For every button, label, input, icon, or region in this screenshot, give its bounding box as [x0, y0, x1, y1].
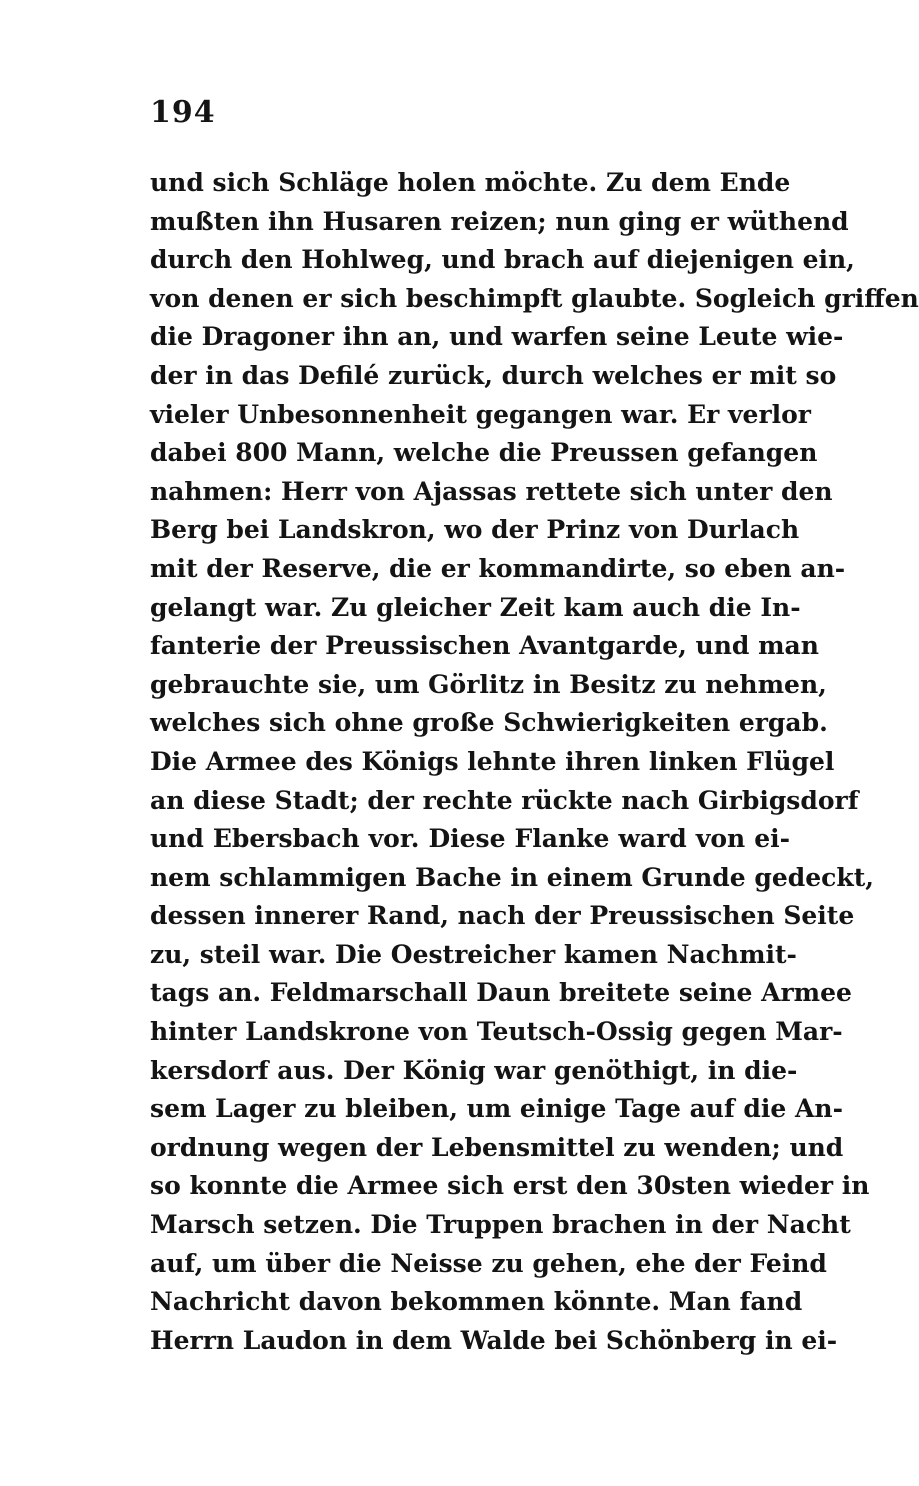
- body-text: [150, 164, 919, 1360]
- text-line: die Dragoner ihn an, und warfen seine Leute wie-: [150, 322, 844, 352]
- text-line: hinter Landskrone von Teutsch-Ossig gegen Mar-: [150, 1017, 843, 1047]
- text-line: tags an. Feldmarschall Daun breitete seine Armee: [150, 978, 852, 1008]
- text-line: dessen innerer Rand, nach der Preussischen Seite: [150, 901, 855, 931]
- text-line: fanterie der Preussischen Avantgarde, und man: [150, 631, 819, 661]
- text-line: sem Lager zu bleiben, um einige Tage auf die An-: [150, 1094, 843, 1124]
- text-line: gelangt war. Zu gleicher Zeit kam auch die In-: [150, 592, 801, 622]
- text-line: durch den Hohlweg, und brach auf diejenigen ein,: [150, 245, 855, 275]
- text-line: Herrn Laudon in dem Walde bei Schönberg in ei-: [150, 1325, 838, 1355]
- text-line: und Ebersbach vor. Diese Flanke ward von ei-: [150, 824, 790, 854]
- text-line: vieler Unbesonnenheit gegangen war. Er verlor: [150, 399, 811, 429]
- text-line: mit der Reserve, die er kommandirte, so eben an-: [150, 553, 846, 583]
- text-line: ordnung wegen der Lebensmittel zu wenden; und: [150, 1132, 844, 1162]
- text-line: an diese Stadt; der rechte rückte nach Girbigsdorf: [150, 785, 859, 815]
- text-line: nahmen: Herr von Ajassas rettete sich unter den: [150, 476, 833, 506]
- page-number: 194: [150, 95, 216, 130]
- text-line: gebrauchte sie, um Görlitz in Besitz zu nehmen,: [150, 669, 827, 699]
- text-line: mußten ihn Husaren reizen; nun ging er wüthend: [150, 206, 849, 236]
- text-line: auf, um über die Neisse zu gehen, ehe der Feind: [150, 1248, 827, 1278]
- text-line: Marsch setzen. Die Truppen brachen in der Nacht: [150, 1210, 851, 1240]
- text-line: so konnte die Armee sich erst den 30sten wieder in: [150, 1171, 870, 1201]
- text-line: Nachricht davon bekommen könnte. Man fand: [150, 1287, 803, 1317]
- text-line: welches sich ohne große Schwierigkeiten ergab.: [150, 708, 828, 738]
- text-line: Die Armee des Königs lehnte ihren linken Flügel: [150, 746, 835, 776]
- text-line: dabei 800 Mann, welche die Preussen gefangen: [150, 438, 818, 468]
- text-line: zu, steil war. Die Oestreicher kamen Nachmit-: [150, 939, 797, 969]
- text-line: Berg bei Landskron, wo der Prinz von Durlach: [150, 515, 800, 545]
- text-line: kersdorf aus. Der König war genöthigt, in die-: [150, 1055, 798, 1085]
- text-line: und sich Schläge holen möchte. Zu dem Ende: [150, 168, 791, 197]
- text-line: der in das Defilé zurück, durch welches er mit so: [150, 360, 837, 390]
- text-line: von denen er sich beschimpft glaubte. Sogleich griffen: [150, 283, 919, 313]
- text-line: nem schlammigen Bache in einem Grunde gedeckt,: [150, 862, 874, 892]
